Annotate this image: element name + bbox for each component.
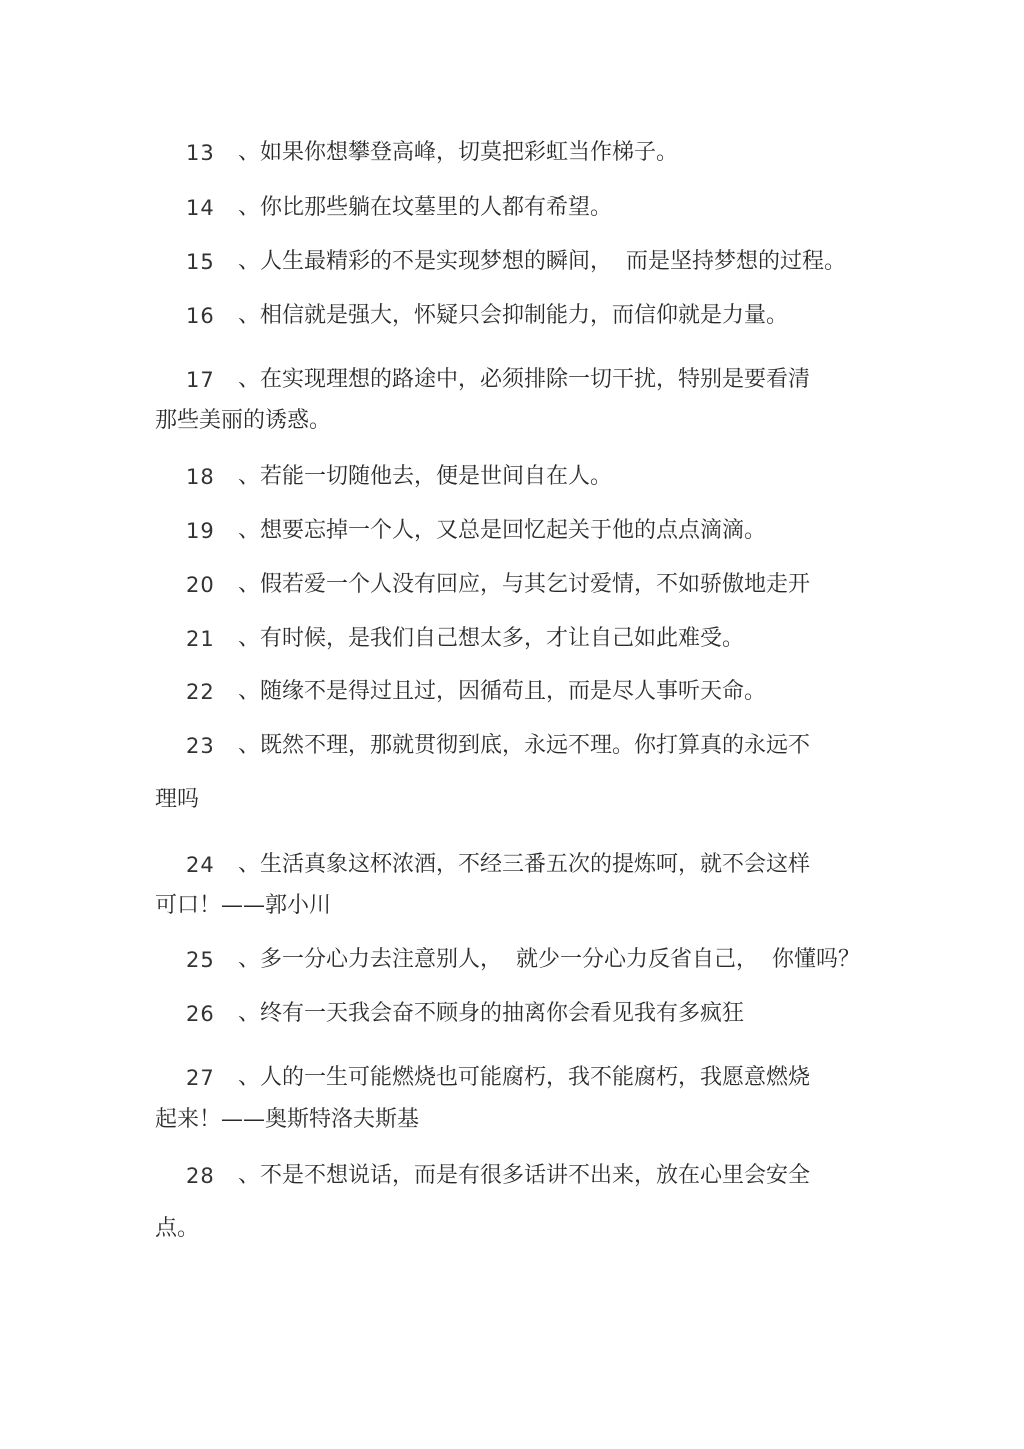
item-text: 、想要忘掉一个人，又总是回忆起关于他的点点滴滴。: [238, 518, 767, 543]
item-text: 、在实现理想的路途中，必须排除一切干扰，特别是要看清: [238, 367, 811, 392]
item-number: 23: [186, 734, 215, 758]
item-number: 27: [186, 1066, 215, 1090]
item-text: 、既然不理，那就贯彻到底，永远不理。你打算真的永远不: [238, 733, 811, 758]
item-number: 13: [186, 141, 215, 165]
item-number: 25: [186, 948, 215, 972]
item-text: 、假若爱一个人没有回应，与其乞讨爱情，不如骄傲地走开: [238, 572, 811, 597]
item-number: 22: [186, 680, 215, 704]
item-text: 、有时候，是我们自己想太多，才让自己如此难受。: [238, 626, 745, 651]
item-number: 16: [186, 304, 215, 328]
item-text: 、你比那些躺在坟墓里的人都有希望。: [238, 195, 613, 220]
item-number: 24: [186, 853, 215, 877]
item-text: 、相信就是强大，怀疑只会抑制能力，而信仰就是力量。: [238, 303, 789, 328]
item-text: 、终有一天我会奋不顾身的抽离你会看见我有多疯狂: [238, 1001, 745, 1026]
item-number: 14: [186, 196, 215, 220]
item-text: 、若能一切随他去，便是世间自在人。: [238, 464, 613, 489]
item-number: 18: [186, 465, 215, 489]
item-text: 、多一分心力去注意别人， 就少一分心力反省自己， 你懂吗？: [238, 947, 860, 972]
item-text: 、人生最精彩的不是实现梦想的瞬间， 而是坚持梦想的过程。: [238, 249, 846, 274]
item-text: 、不是不想说话，而是有很多话讲不出来，放在心里会安全: [238, 1163, 811, 1188]
item-text-continued: 理吗: [155, 787, 200, 812]
item-text: 、生活真象这杯浓酒，不经三番五次的提炼呵，就不会这样: [238, 852, 811, 877]
item-text-continued: 起来！——奥斯特洛夫斯基: [155, 1107, 420, 1132]
item-number: 19: [186, 519, 215, 543]
item-number: 28: [186, 1164, 215, 1188]
item-text: 、随缘不是得过且过，因循苟且，而是尽人事听天命。: [238, 679, 767, 704]
item-number: 20: [186, 573, 215, 597]
item-number: 26: [186, 1002, 215, 1026]
item-number: 17: [186, 368, 215, 392]
item-text-continued: 那些美丽的诱惑。: [155, 408, 332, 433]
item-text: 、人的一生可能燃烧也可能腐朽，我不能腐朽，我愿意燃烧: [238, 1065, 811, 1090]
item-text: 、如果你想攀登高峰，切莫把彩虹当作梯子。: [238, 140, 679, 165]
item-number: 21: [186, 627, 215, 651]
item-text-continued: 点。: [155, 1216, 200, 1241]
item-number: 15: [186, 250, 215, 274]
item-text-continued: 可口！——郭小川: [155, 893, 332, 918]
